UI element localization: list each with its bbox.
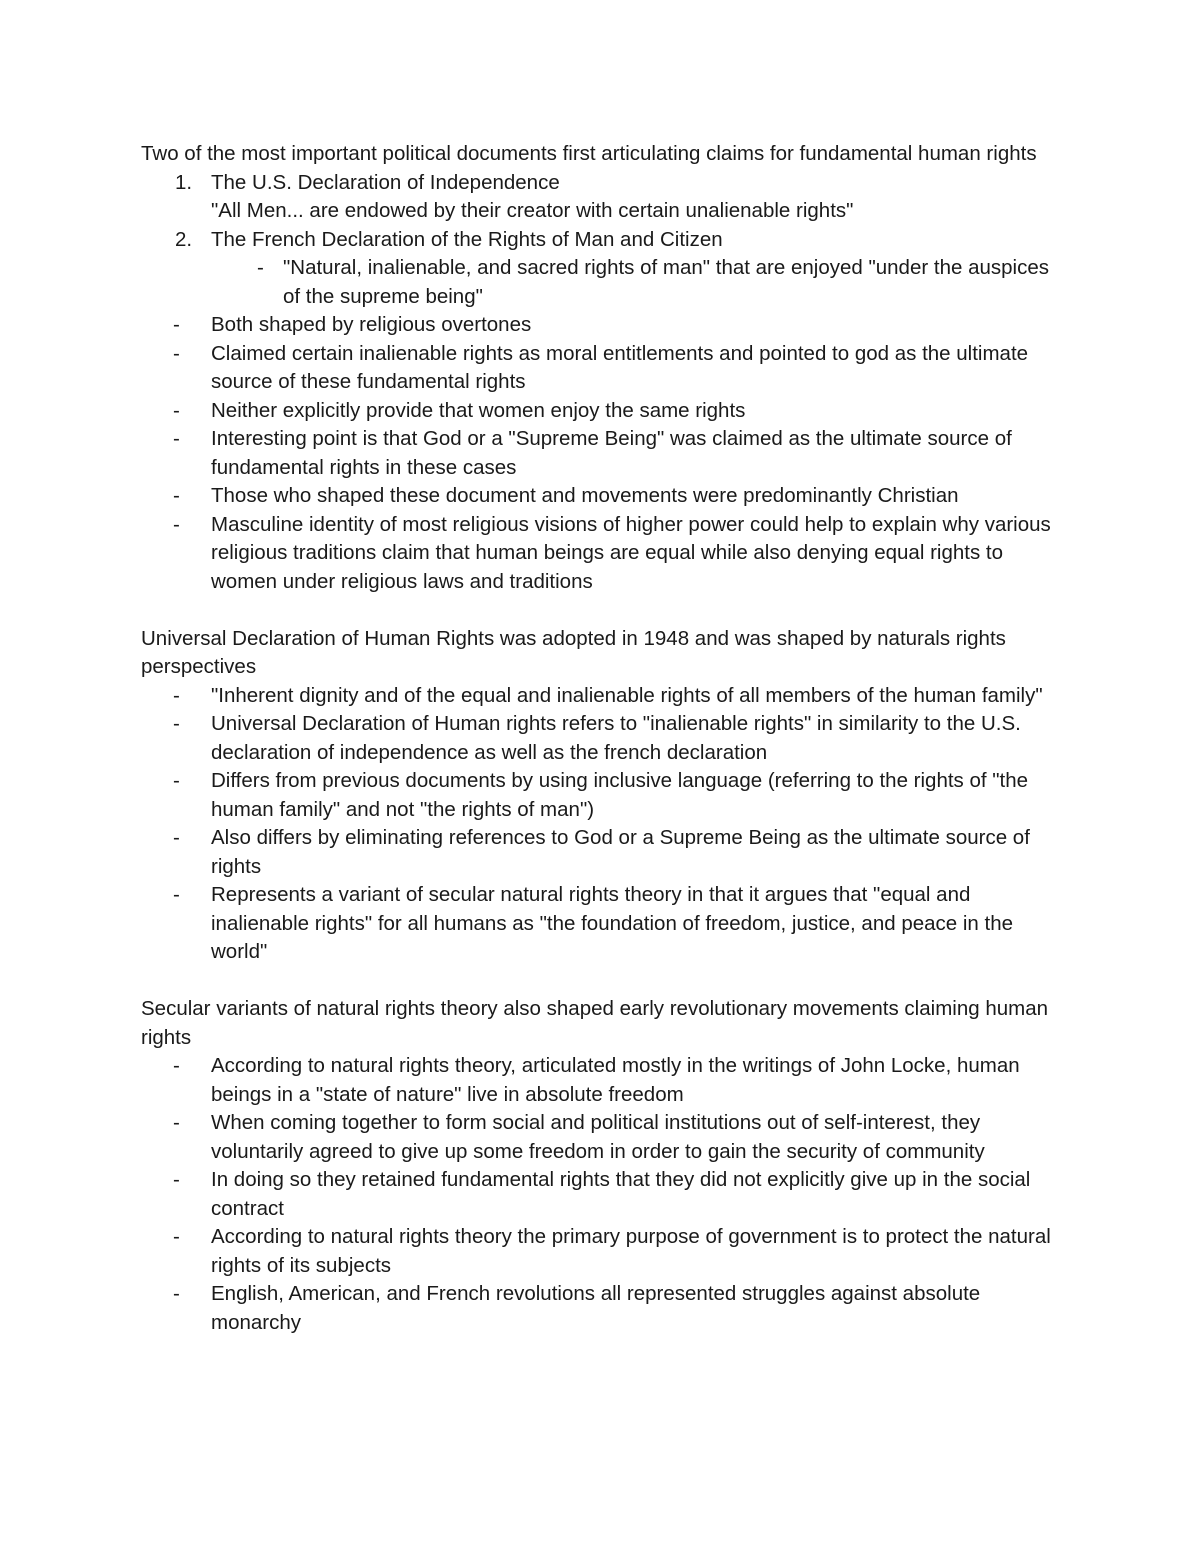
bullet-dash: - bbox=[173, 341, 180, 365]
bullet-dash: - bbox=[173, 484, 180, 507]
list-item-text: The U.S. Declaration of Independence bbox=[211, 170, 560, 194]
bullet-dash: - bbox=[173, 1225, 180, 1248]
list-item-text: Also differs by eliminating references to God or a Supreme Being as the ultimate source of rights bbox=[211, 826, 1030, 878]
list-item bbox=[141, 425, 1061, 482]
section-founding-documents bbox=[141, 140, 1061, 596]
section-heading: Two of the most important political documents first articulating claims for fundamental human rights bbox=[141, 142, 1037, 165]
list-item bbox=[141, 824, 1061, 881]
list-item-text: When coming together to form social and political institutions out of self-interest, they voluntarily agreed to give up some freedom in order to gain the security of community bbox=[211, 1111, 985, 1163]
list-item bbox=[141, 1109, 1061, 1166]
list-item bbox=[141, 1280, 1061, 1337]
bullet-dash: - bbox=[173, 826, 180, 849]
list-item-text: Claimed certain inalienable rights as moral entitlements and pointed to god as the ultimate source of these fundamental rights bbox=[211, 341, 1029, 393]
bullet-dash: - bbox=[173, 883, 180, 906]
list-item bbox=[141, 767, 1061, 824]
list-item bbox=[141, 311, 1061, 340]
list-item-text: Both shaped by religious overtones bbox=[211, 313, 532, 336]
list-number: 1. bbox=[175, 170, 193, 194]
section-udhr bbox=[141, 625, 1061, 967]
list-item bbox=[141, 1052, 1061, 1109]
section-heading: Universal Declaration of Human Rights was adopted in 1948 and was shaped by naturals rights perspectives bbox=[141, 626, 1006, 678]
list-item bbox=[141, 340, 1061, 397]
bullet-dash: - bbox=[173, 1168, 180, 1191]
bullet-dash: - bbox=[173, 398, 180, 422]
bullet-dash: - bbox=[173, 427, 180, 450]
list-item-text: Masculine identity of most religious visions of higher power could help to explain why various religious traditions claim that human beings are equal while also denying equal rights to women under religious laws and traditions bbox=[211, 512, 1051, 593]
list-item-text: English, American, and French revolutions all represented struggles against absolute monarchy bbox=[211, 1282, 981, 1334]
list-item bbox=[141, 482, 1061, 511]
bullet-dash: - bbox=[173, 683, 180, 707]
section-heading: Secular variants of natural rights theory also shaped early revolutionary movements claiming human rights bbox=[141, 997, 1049, 1049]
list-item bbox=[141, 511, 1061, 597]
list-item-text: The French Declaration of the Rights of Man and Citizen bbox=[211, 227, 723, 251]
list-item-text: "Inherent dignity and of the equal and inalienable rights of all members of the human family" bbox=[211, 683, 1043, 707]
list-item bbox=[141, 881, 1061, 967]
list-item-text: According to natural rights theory the primary purpose of government is to protect the natural rights of its subjects bbox=[211, 1225, 1051, 1277]
bullet-dash: - bbox=[173, 1054, 180, 1077]
bullet-dash: - bbox=[173, 1111, 180, 1134]
list-item-text: Interesting point is that God or a "Supreme Being" was claimed as the ultimate source of fundamental rights in these cases bbox=[211, 427, 1012, 479]
numbered-item bbox=[141, 169, 1061, 198]
bullet-dash: - bbox=[173, 769, 180, 792]
list-item bbox=[141, 397, 1061, 426]
bullet-dash: - bbox=[173, 512, 180, 536]
list-item-continuation: "All Men... are endowed by their creator with certain unalienable rights" bbox=[211, 199, 854, 222]
bullet-dash: - bbox=[173, 1282, 180, 1305]
bullet-dash: - bbox=[173, 313, 180, 336]
document-body bbox=[141, 140, 1061, 1337]
list-item bbox=[141, 710, 1061, 767]
bullet-dash: - bbox=[257, 256, 264, 279]
list-item-text: "Natural, inalienable, and sacred rights of man" that are enjoyed "under the auspices of the supreme being" bbox=[283, 256, 1049, 308]
list-item-text: Represents a variant of secular natural rights theory in that it argues that "equal and inalienable rights" for all humans as "the foundation of freedom, justice, and peace in the world" bbox=[211, 883, 1014, 963]
section-secular-natural-rights bbox=[141, 995, 1061, 1337]
numbered-item bbox=[141, 226, 1061, 255]
list-item-text: Those who shaped these document and movements were predominantly Christian bbox=[211, 484, 959, 507]
list-item bbox=[141, 682, 1061, 711]
list-item-text: Universal Declaration of Human rights refers to "inalienable rights" in similarity to the U.S. declaration of independence as well as the french declaration bbox=[211, 712, 1021, 764]
list-item bbox=[141, 1166, 1061, 1223]
bullet-dash: - bbox=[173, 712, 180, 735]
list-item-text: Neither explicitly provide that women enjoy the same rights bbox=[211, 398, 746, 422]
list-item-text: According to natural rights theory, articulated mostly in the writings of John Locke, human beings in a "state of nature" live in absolute freedom bbox=[211, 1054, 1020, 1106]
list-item bbox=[141, 1223, 1061, 1280]
list-number: 2. bbox=[175, 227, 193, 251]
sub-list-item bbox=[141, 254, 1061, 311]
list-item-text: In doing so they retained fundamental rights that they did not explicitly give up in the social contract bbox=[211, 1168, 1031, 1220]
list-item-text: Differs from previous documents by using inclusive language (referring to the rights of "the human family" and not "the rights of man") bbox=[211, 769, 1029, 821]
